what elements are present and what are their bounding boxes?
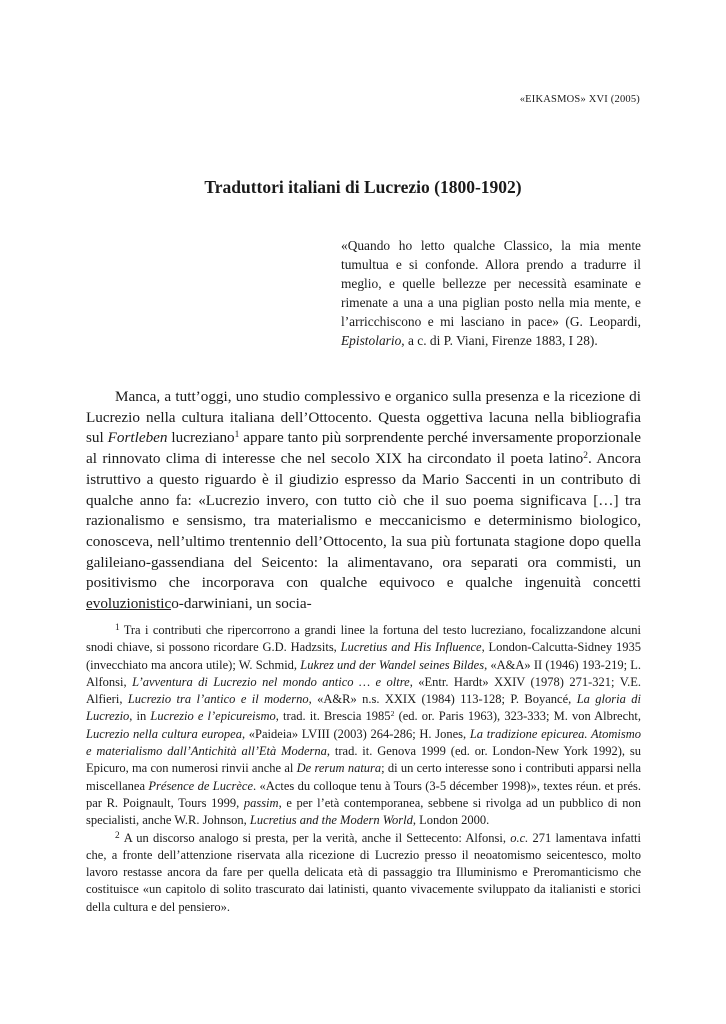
article-title: Traduttori italiani di Lucrezio (1800-1902) — [204, 177, 522, 197]
epigraph-citation: (G. Leopardi, Epistolario, a c. di P. Viani, Firenze 1883, I 28). — [341, 314, 641, 348]
epigraph-quote: «Quando ho letto qualche Classico, la mia mente tumultua e si confonde. Allora prendo a tradurre il meglio, e quelle bellezze per necessità esaminate e rimenate a una a una piglian posto nella mia mente, e l’arricchiscono e mi lasciano in pace» — [341, 238, 641, 329]
footnotes — [86, 622, 641, 916]
footnote-1: $^1$ Tra i contributi che ripercorrono a grandi linee la fortuna del testo lucreziano, focalizzandone alcuni snodi chiave, si possono ricordare G.D. Hadzsits, Lucretius and His Influence, London-Calcutta-Sidney 1935 (invecchiato ma ancora utile); W. Schmid, Lukrez und der Wandel seines Bildes, «A&A» II (1946) 193-219; L. Alfonsi, L’avventura di Lucrezio nel mondo antico … e oltre, «Entr. Hardt» XXIV (1978) 271-321; V.E. Alfieri, Lucrezio tra l’antico e il moderno, «A&R» n.s. XXIX (1984) 113-128; P. Boyancé, La gloria di Lucrezio, in Lucrezio e l’epicureismo, trad. it. Brescia 1985$^2$ (ed. or. Paris 1963), 323-333; M. von Albrecht, Lucrezio nella cultura europea, «Paideia» LVIII (2003) 264-286; H. Jones, La tradizione epicurea. Atomismo e materialismo dall’Antichità all’Età Moderna, trad. it. Genova 1999 (ed. or. London-New York 1992), su Epicuro, ma con numerosi rinvii anche al De rerum natura; di un certo interesse sono i contributi apparsi nella miscellanea Présence de Lucrèce. «Actes du colloque tenu à Tours (3-5 décember 1998)», textes réun. et prés. par R. Poignault, Tours 1999, passim, e per l’età contemporanea, sebbene si rivolga ad un pubblico di non specialisti, anche W.R. Johnson, Lucretius and the Modern World, London 2000. — [86, 623, 641, 828]
footnote-ref-2[interactable]: 2 — [583, 450, 588, 461]
footnote-separator — [86, 609, 171, 610]
paragraph: Manca, a tutt’oggi, uno studio complessivo e organico sulla presenza e la ricezione di Lucrezio nella cultura italiana dell’Ottocento. Questa oggettiva lacuna nella bibliografia sul Fortleben lucreziano$^1$ appare tanto più sorprendente perché inversamente proporzionale al rinnovato clima di interesse che nel secolo XIX ha circondato il poeta latino$^2$. Ancora istruttivo a questo riguardo è il giudizio espresso da Mario Saccenti in un contributo di qualche anno fa: «Lucrezio invero, con tutto ciò che il suo poema significava […] tra razionalismo e sensismo, tra materialismo e meccanicismo e determinismo biologico, conosceva, nell’ultimo trentennio dell’Ottocento, la sua più fortunata stagione dopo quella galileiano-gassendiana del Seicento: la alimentavano, ora separati ora commisti, un positivismo che incorporava con qualche equivoco e qualche ingenuità concetti evoluzionistico-darwiniani, un socia- — [86, 388, 641, 613]
body-text — [86, 387, 641, 615]
footnote-2: $^2$ A un discorso analogo si presta, per la verità, anche il Settecento: Alfonsi, o.c. 271 lamentava infatti che, a fronte dell’attenzione riservata alla ricezione di Lucrezio presso il neoatomismo seicentesco, molto lavoro restasse ancora da fare per quella delicata età di passaggio tra Illuminismo e Preromanticismo che costituisce «un capitolo di solito trascurato dai latinisti, quanto vivacemente sviluppato da italianisti e storici della cultura e del pensiero». — [86, 830, 641, 914]
epigraph — [341, 236, 641, 350]
footnote-number: 1 — [115, 623, 120, 634]
footnote-ref-1[interactable]: 1 — [234, 430, 240, 441]
running-header: «EIKASMOS» XVI (2005) — [519, 94, 640, 105]
italic-term: Fortleben — [107, 429, 168, 447]
footnote-number: 2 — [115, 830, 120, 841]
